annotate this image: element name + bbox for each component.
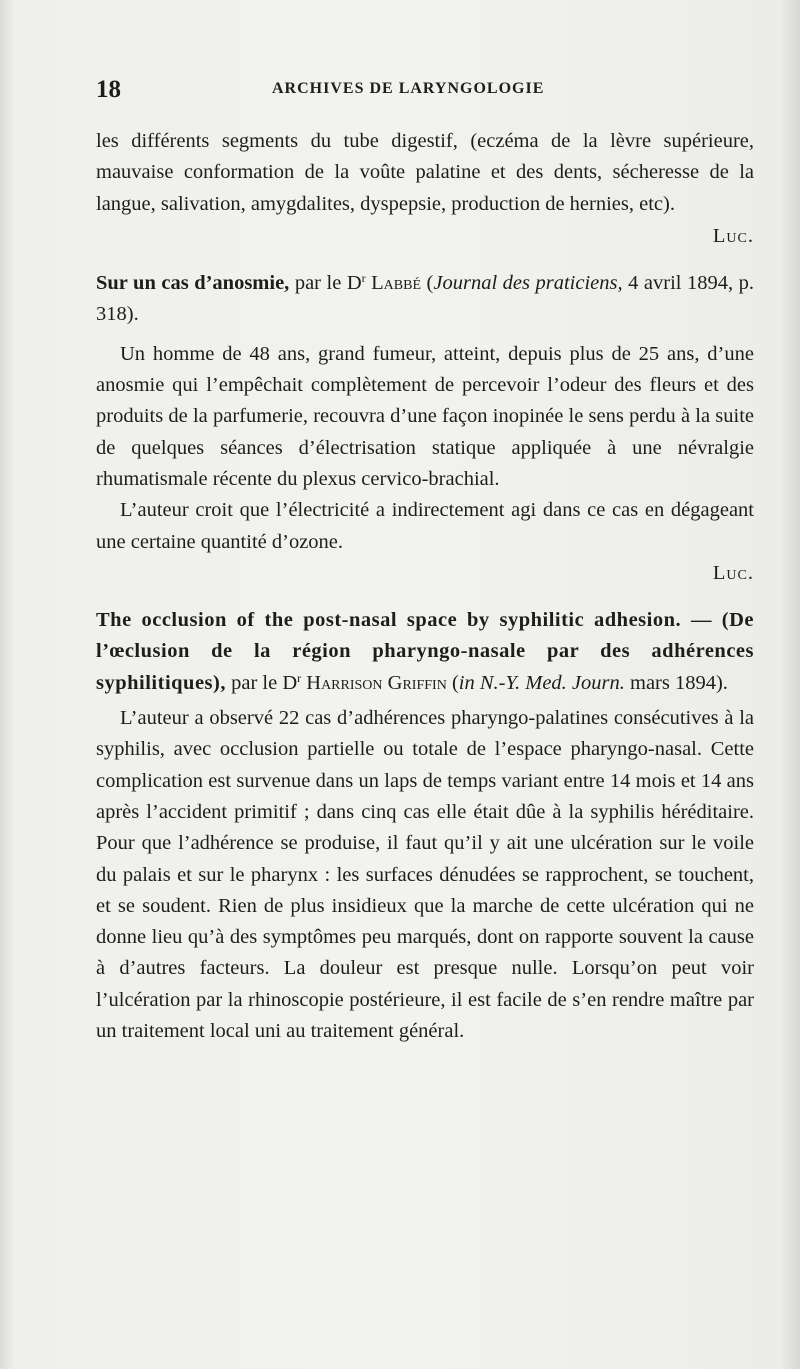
article-anosmie [96, 268, 754, 589]
byline-superscript: r [297, 670, 302, 685]
page-number: 18 [96, 76, 121, 103]
continuation-paragraph: les différents segments du tube digestif, (eczéma de la lèvre supérieure, mauvaise conformation de la voûte palatine et des dents, sécheresse de la langue, salivation, amygdalites, dyspepsie, production de hernies, etc). [96, 130, 754, 215]
article-paragraph: Un homme de 48 ans, grand fumeur, atteint, depuis plus de 25 ans, d’une anosmie qui l’empêchait complètement de percevoir l’odeur des fleurs et des produits de la parfumerie, recouvra d’une façon inopinée le sens perdu à la suite de quelques séances d’électrisation statique appliquée à une névralgie rhumatismale récente du plexus cervico-brachial. [96, 342, 754, 490]
journal-paren: ( [451, 671, 459, 694]
byline-superscript: r [361, 271, 366, 286]
signature: Luc. [712, 561, 754, 584]
article-occlusion [96, 605, 754, 1047]
article-heading [96, 605, 754, 699]
byline-prefix: par le D [294, 272, 362, 295]
article-paragraph: L’auteur croit que l’électricité a indirectement agi dans ce cas en dégageant une certaine quantité d’ozone. [96, 499, 754, 553]
signature: Luc. [712, 224, 754, 247]
running-head: ARCHIVES DE LARYNGOLOGIE [272, 80, 545, 97]
article-heading [96, 268, 754, 331]
article-paragraph: L’auteur a observé 22 cas d’adhérences pharyngo-palatines consécutives à la syphilis, avec occlusion partielle ou totale de l’espace pharyngo-nasal. Cette complication est survenue dans un laps de temps variant entre 14 mois et 14 ans après l’accident primitif ; dans cinq cas elle était dûe à la syphilis héréditaire. Pour que l’adhérence se produise, il faut qu’il y ait une ulcération sur le voile du palais et sur le pharynx : les surfaces dénudées se rapprochent, se touchent, et se soudent. Rien de plus insidieux que la marche de cette ulcération qui ne donne lieu qu’à des symptômes peu marqués, dont on rapporte souvent la cause à d’autres facteurs. La douleur est presque nulle. Lorsqu’on peut voir l’ulcération par la rhinoscopie postérieure, il est facile de s’en rendre maître par un traitement local uni au traitement général. [96, 707, 754, 1043]
byline-prefix: par le D [231, 671, 298, 694]
journal-name: Journal des praticiens, [433, 272, 623, 295]
in-word: in [458, 671, 475, 694]
author-name: Labbé [371, 272, 422, 295]
journal-name: N.-Y. Med. Journ. [479, 671, 625, 694]
page-body [96, 126, 754, 1047]
article-title: Sur un cas d’anosmie, [96, 272, 290, 295]
page-header [96, 76, 756, 106]
journal-paren: ( [426, 272, 434, 295]
publication-date: mars 1894). [630, 671, 728, 694]
article-title: The occlusion of the post-nasal space by syphilitic adhesion. — (De l’œclusion de la région pharyngo-nasale par des adhérences syphilitiques), [96, 609, 754, 694]
publication-date: 4 avril 1894, p. 318). [96, 272, 755, 326]
author-name: Harrison Griffin [306, 671, 447, 694]
